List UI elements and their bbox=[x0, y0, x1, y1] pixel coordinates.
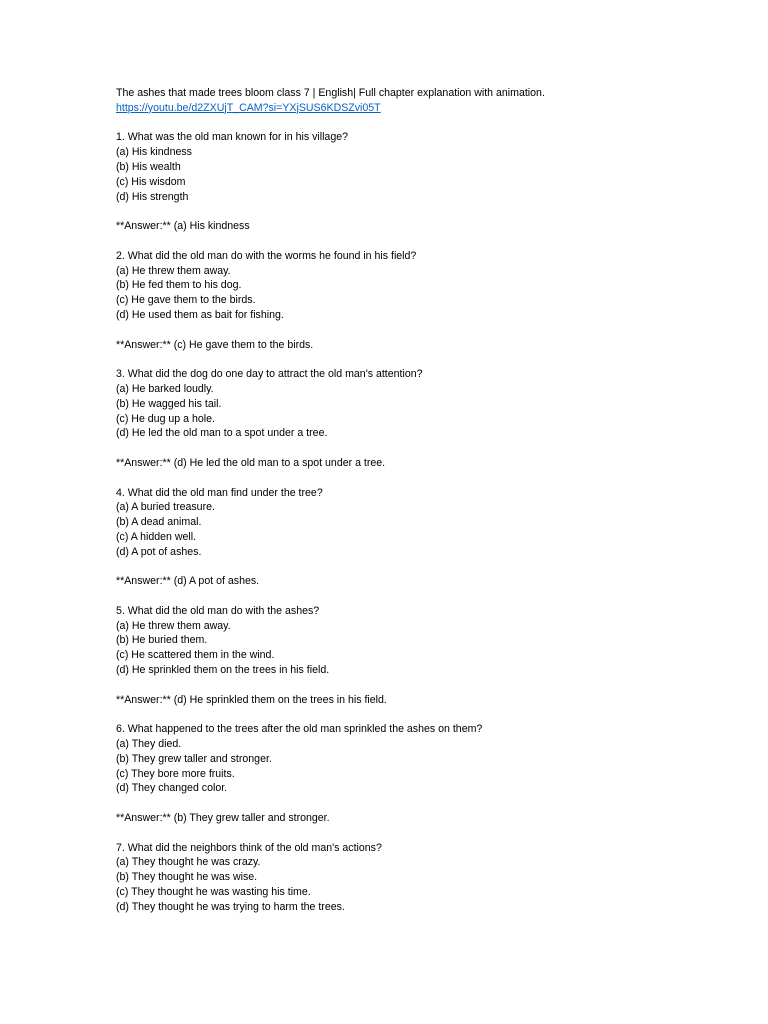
option-c: (c) A hidden well. bbox=[116, 530, 197, 543]
question-block-2 bbox=[116, 249, 736, 367]
option-c: (c) He scattered them in the wind. bbox=[116, 649, 275, 662]
option-c: (c) His wisdom bbox=[116, 175, 186, 188]
spacer bbox=[116, 234, 736, 249]
option-c: (c) He dug up a hole. bbox=[116, 412, 215, 425]
spacer bbox=[116, 589, 736, 604]
option-d: (d) He sprinkled them on the trees in his field. bbox=[116, 664, 330, 677]
option-a: (a) He threw them away. bbox=[116, 264, 231, 277]
question-block-7 bbox=[116, 841, 736, 915]
option-d: (d) They changed color. bbox=[116, 782, 228, 795]
question-text: 7. What did the neighbors think of the old man's actions? bbox=[116, 841, 382, 854]
document-title: The ashes that made trees bloom class 7 | English| Full chapter explanation with animation. bbox=[116, 87, 545, 99]
answer-text: **Answer:** (d) He sprinkled them on the trees in his field. bbox=[116, 693, 387, 706]
option-d: (d) He used them as bait for fishing. bbox=[116, 308, 284, 321]
answer-text: **Answer:** (c) He gave them to the birds. bbox=[116, 338, 314, 351]
question-text: 3. What did the dog do one day to attract the old man's attention? bbox=[116, 368, 423, 381]
option-c: (c) They bore more fruits. bbox=[116, 767, 235, 780]
answer-text: **Answer:** (d) A pot of ashes. bbox=[116, 575, 260, 588]
spacer bbox=[116, 204, 736, 219]
document-page bbox=[116, 86, 736, 915]
option-b: (b) They grew taller and stronger. bbox=[116, 752, 272, 765]
option-d: (d) His strength bbox=[116, 190, 189, 203]
option-b: (b) They thought he was wise. bbox=[116, 871, 258, 884]
spacer bbox=[116, 678, 736, 693]
answer-text: **Answer:** (d) He led the old man to a spot under a tree. bbox=[116, 456, 386, 469]
option-b: (b) His wealth bbox=[116, 160, 181, 173]
option-a: (a) His kindness bbox=[116, 146, 192, 159]
option-c: (c) They thought he was wasting his time. bbox=[116, 886, 311, 899]
option-b: (b) A dead animal. bbox=[116, 516, 202, 529]
option-a: (a) He barked loudly. bbox=[116, 382, 214, 395]
answer-text: **Answer:** (b) They grew taller and stronger. bbox=[116, 812, 330, 825]
spacer bbox=[116, 116, 736, 131]
question-block-6 bbox=[116, 722, 736, 840]
question-text: 6. What happened to the trees after the old man sprinkled the ashes on them? bbox=[116, 723, 483, 736]
option-a: (a) He threw them away. bbox=[116, 619, 231, 632]
question-block-3 bbox=[116, 367, 736, 485]
question-text: 2. What did the old man do with the worms he found in his field? bbox=[116, 249, 417, 262]
spacer bbox=[116, 471, 736, 486]
spacer bbox=[116, 707, 736, 722]
option-d: (d) A pot of ashes. bbox=[116, 545, 202, 558]
option-c: (c) He gave them to the birds. bbox=[116, 294, 256, 307]
question-block-5 bbox=[116, 604, 736, 722]
question-text: 4. What did the old man find under the tree? bbox=[116, 486, 323, 499]
option-a: (a) They thought he was crazy. bbox=[116, 856, 261, 869]
option-b: (b) He buried them. bbox=[116, 634, 208, 647]
option-d: (d) They thought he was trying to harm the trees. bbox=[116, 900, 345, 913]
option-b: (b) He wagged his tail. bbox=[116, 397, 222, 410]
video-link[interactable]: https://youtu.be/d2ZXUjT_CAM?si=YXjSUS6KDSZvi05T bbox=[116, 101, 381, 114]
question-block-1 bbox=[116, 130, 736, 248]
option-a: (a) A buried treasure. bbox=[116, 501, 215, 514]
spacer bbox=[116, 796, 736, 811]
spacer bbox=[116, 826, 736, 841]
spacer bbox=[116, 352, 736, 367]
answer-text: **Answer:** (a) His kindness bbox=[116, 220, 250, 233]
option-d: (d) He led the old man to a spot under a tree. bbox=[116, 427, 328, 440]
option-a: (a) They died. bbox=[116, 738, 182, 751]
spacer bbox=[116, 323, 736, 338]
option-b: (b) He fed them to his dog. bbox=[116, 279, 242, 292]
spacer bbox=[116, 560, 736, 575]
question-text: 5. What did the old man do with the ashes? bbox=[116, 604, 320, 617]
question-block-4 bbox=[116, 486, 736, 604]
spacer bbox=[116, 441, 736, 456]
question-text: 1. What was the old man known for in his village? bbox=[116, 131, 349, 144]
